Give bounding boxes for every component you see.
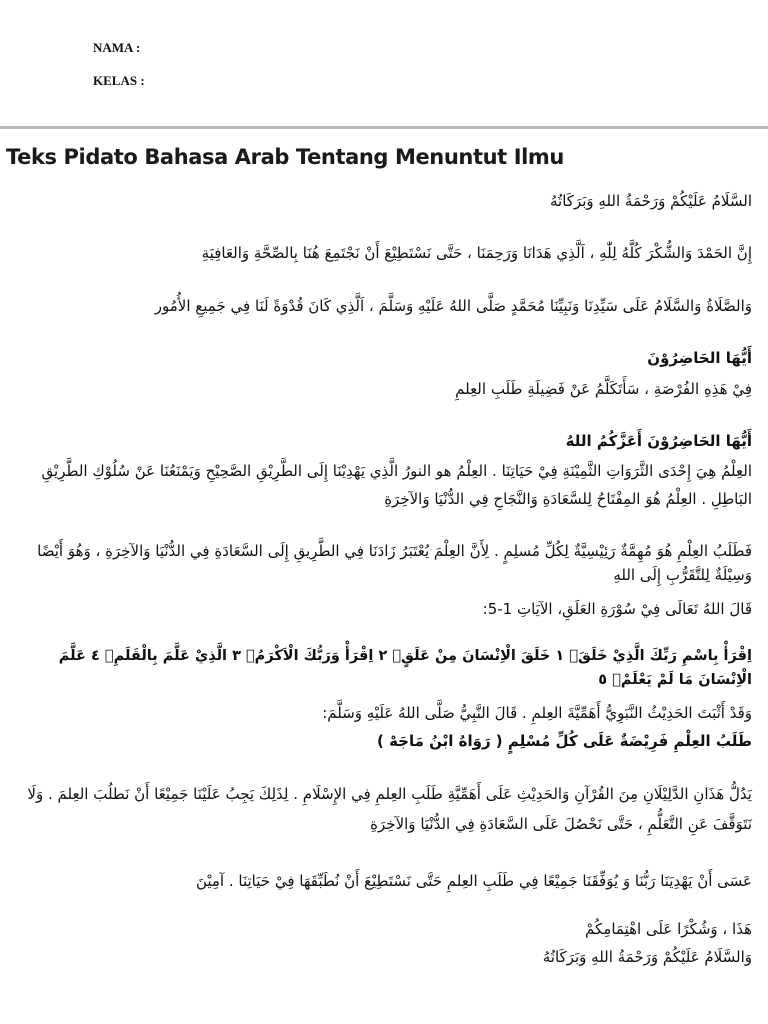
salam-opening: السَّلَامُ عَلَيْكُمْ وَرَحْمَةُ اللهِ وَبَرَكَاتُهُ — [550, 192, 752, 210]
class-label: KELAS : — [93, 73, 145, 88]
ilm-paragraph: العِلْمُ هِيَ إِحْدَى الثَّرَوَاتِ الثَّمِيْنَةِ فِيْ حَيَاتِنَا . العِلْمُ هو النورُ الَّذِي يَهْدِيْنَا إِلَى الطَّرِيْقِ الصَّحِيْحِ وَيَمْنَعُنَا عَنْ سُلُوْكِ الطَّرِيْقِ البَاطِلِ . العِلْمُ هُوَ المِفْتَاحُ لِلسَّعَادَةِ وَالنَّجَاحِ فِي الدُّنْيَا وَالآخِرَةِ — [41, 462, 752, 508]
salawat-paragraph: وَالصَّلَاةُ وَالسَّلَامُ عَلَى سَيِّدِنَا وَنَبِيِّنَا مُحَمَّدٍ صَلَّى اللهُ عَلَيْهِ وَسَلَّمَ ، اَلَّذِي كَانَ قُدْوَةً لَنَا فِي جَمِيعِ الأُمُور — [154, 297, 752, 315]
thanks-line: هَذَا ، وَشُكْرًا عَلَى اهْتِمَامِكُمْ — [585, 920, 752, 938]
student-info — [93, 40, 145, 106]
salam-closing: وَالسَّلَامُ عَلَيْكُمْ وَرَحْمَةُ اللهِ وَبَرَكَاتُهُ — [542, 948, 752, 966]
hamd-paragraph: إِنَّ الحَمْدَ وَالشُّكْرَ كُلَّهُ لِلّٰهِ ، اَلَّذِي هَدَانَا وَرَحِمَنَا ، حَتَّى نَسْتَطِيْعَ أَنْ نَجْتَمِعَ هُنَا بِالصِّحَّةِ وَالعَافِيَةِ — [201, 244, 752, 262]
audience-greeting-2: أَيُّهَا الحَاضِرُوْنَ أَعَزَّكُمُ اللهُ — [565, 432, 752, 450]
hadith-text: طَلَبُ العِلْمِ فَرِيْضَةٌ عَلَى كُلِّ مُسْلِمٍ ( رَوَاهُ ابْنُ مَاجَهْ ) — [377, 732, 752, 750]
speech-document — [0, 126, 768, 997]
topic-paragraph: فِيْ هَذِهِ الفُرْصَةِ ، سَأَتَكَلَّمُ عَنْ فَضِيلَةِ طَلَبِ العِلمِ — [455, 380, 752, 398]
name-label: NAMA : — [93, 40, 141, 55]
audience-greeting-1: أَيُّهَا الحَاضِرُوْنَ — [647, 349, 752, 367]
conclusion-paragraph: يَدُلُّ هَذَانِ الدَّلِيْلَانِ مِنَ القُرْآنِ وَالحَدِيْثِ عَلَى أَهَمِّيَّةِ طَلَبِ العِلمِ فِي الإِسْلَامِ . لِذَلِكَ يَجِبُ عَلَيْنَا جَمِيْعًا أَنْ نَطلُبَ العِلمَ . وَلَا نَتَوَقَّفَ عَنِ التَّعَلُّمِ ، حَتَّى نَحْصُلَ عَلَى السَّعَادَةِ فِي الدُّنْيَا وَالآخِرَةِ — [27, 785, 752, 833]
talab-paragraph: فَطَلَبُ العِلْمِ هُوَ مُهِمَّةٌ رَئِيْسِيَّةٌ لِكُلِّ مُسلِمٍ . لِأَنَّ العِلْمَ يُعْتَبَرُ زَادَنَا فِي الطَّرِيقِ إِلَى السَّعَادَةِ فِي الدُّنْيَا وَالآخِرَةِ ، وَهُوَ أَيْضًا وَسِيْلَةٌ لِلتَّقَرُّبِ إِلَى اللهِ — [37, 542, 752, 584]
quran-verse: اِقْرَأْ بِاسْمِ رَبِّكَ الَّذِيْ خَلَقَۚ ١ خَلَقَ الْاِنْسَانَ مِنْ عَلَقٍۚ ٢ اِقْرَأْ وَرَبُّكَ الْاَكْرَمُۙ ٣ الَّذِيْ عَلَّمَ بِالْقَلَمِۙ ٤ عَلَّمَ الْاِنْسَانَ مَا لَمْ يَعْلَمْۗ ٥ — [58, 648, 752, 688]
quran-intro: قَالَ اللهُ تَعَالَى فِيْ سُوْرَةِ العَلَقِ، الآيَاتِ 1-5: — [482, 600, 752, 618]
dua-paragraph: عَسَى أَنْ يَهْدِيَنَا رَبُّنَا وَ يُوَفِّقَنَا جَمِيْعًا فِي طَلَبِ العِلمِ حَتَّى نَسْتَطِيْعَ أَنْ نُطَبِّقَهَا فِيْ حَيَاتِنَا . آمِيْنَ — [195, 872, 752, 890]
hadith-intro: وَقَدْ أَثْبَتَ الحَدِيْثُ النَّبَوِيُّ أَهَمِّيَّةَ العِلمِ . قَالَ النَّبِيُّ صَلَّى اللهُ عَلَيْهِ وَسَلَّمَ: — [322, 704, 752, 722]
document-title: Teks Pidato Bahasa Arab Tentang Menuntut Ilmu — [6, 145, 564, 169]
